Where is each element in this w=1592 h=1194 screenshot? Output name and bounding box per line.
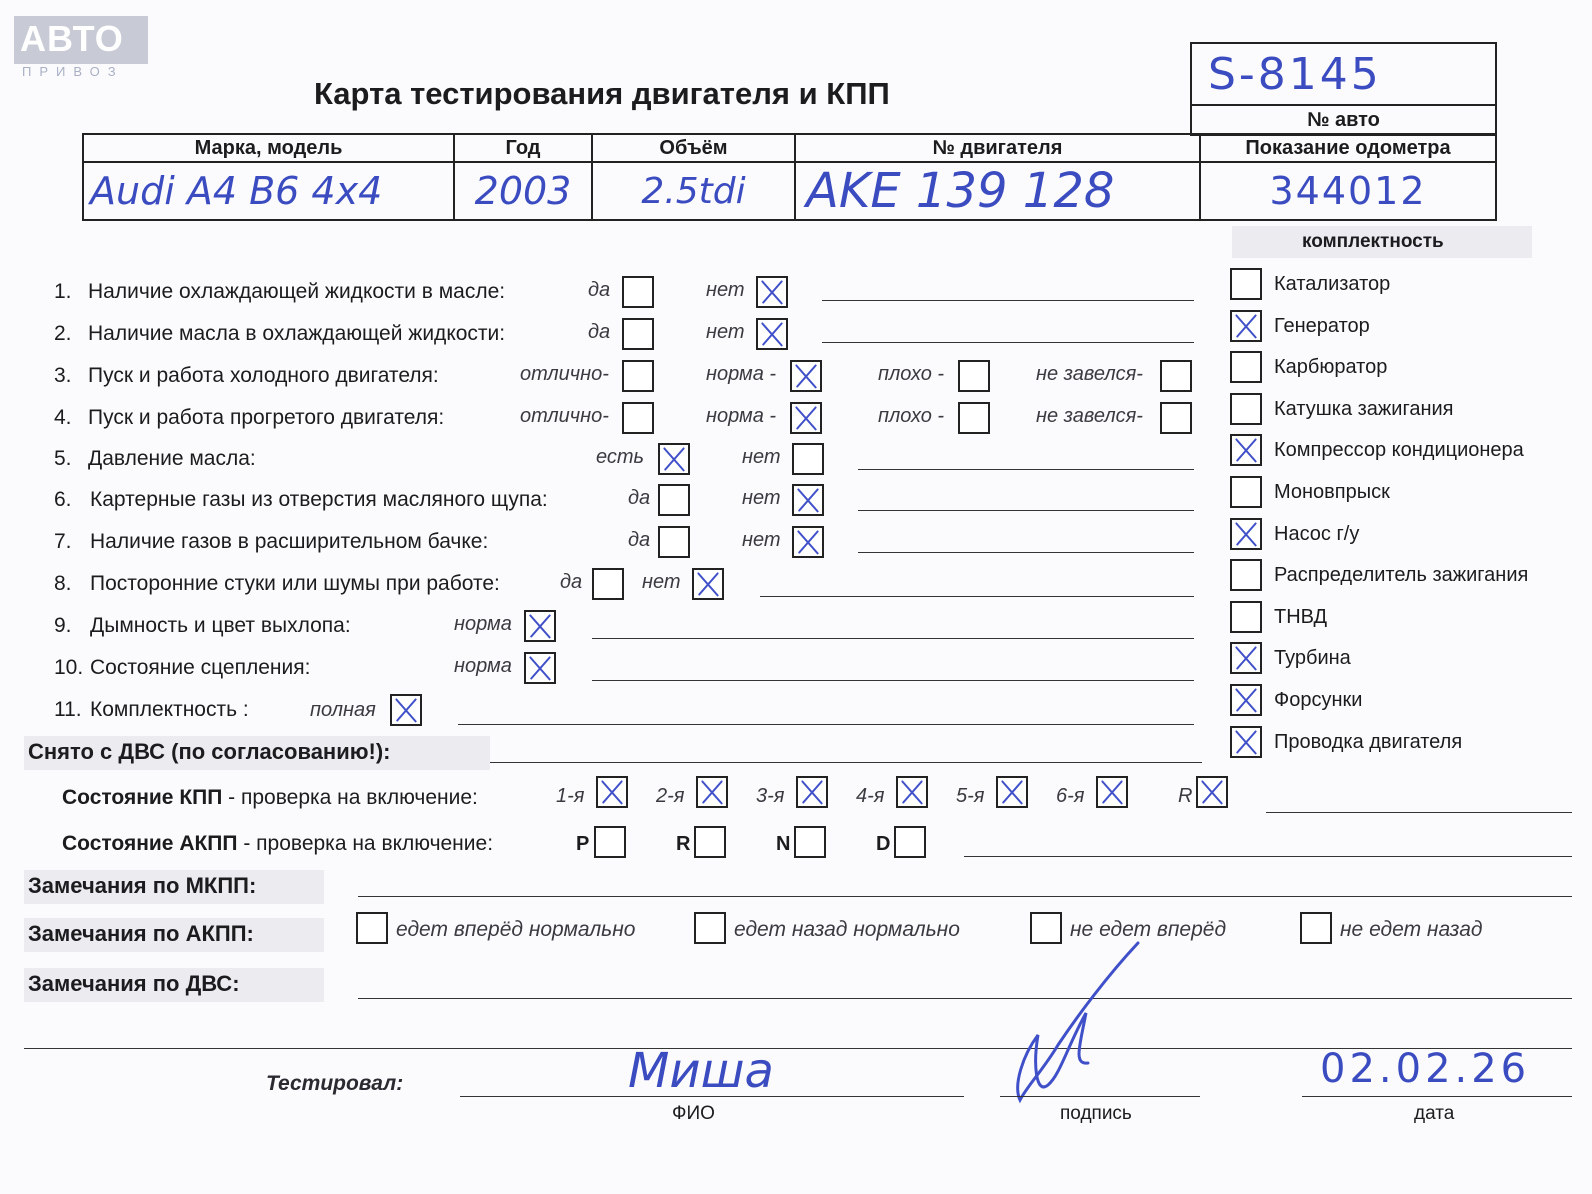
gear-box[interactable] [996, 776, 1028, 808]
check-mark-icon [792, 362, 820, 390]
akpp-remark-box[interactable] [356, 912, 388, 944]
completeness-box[interactable] [1230, 351, 1262, 383]
akpp-remark-label: едет назад нормально [734, 918, 960, 941]
checklist-question: Наличие газов в расширительном бачке: [90, 530, 489, 553]
check-mark-icon [758, 278, 786, 306]
check-mark-icon [1232, 686, 1260, 714]
check-mark-icon [998, 778, 1026, 806]
auto-number-value: S-8145 [1208, 49, 1382, 100]
option-label: нет [706, 321, 745, 343]
option-box[interactable] [390, 694, 422, 726]
option-label: нет [706, 279, 745, 301]
check-mark-icon [1232, 312, 1260, 340]
completeness-label: Моновпрыск [1274, 481, 1390, 503]
akpp-remark-label: не едет вперёд [1070, 918, 1227, 941]
gear-label: R [1178, 785, 1193, 807]
gear-label: 3-я [756, 785, 785, 807]
notes-line[interactable] [760, 596, 1194, 597]
option-label: да [588, 279, 611, 301]
akpp-remark-box[interactable] [1300, 912, 1332, 944]
gear-label: 6-я [1056, 785, 1085, 807]
check-mark-icon [898, 778, 926, 806]
checklist-question: Состояние сцепления: [90, 656, 311, 679]
check-mark-icon [598, 778, 626, 806]
akpp-mode-label: R [676, 833, 691, 855]
volume-label: Объём [659, 136, 728, 159]
completeness-box[interactable] [1230, 434, 1262, 466]
akpp-remark-label: не едет назад [1340, 918, 1483, 941]
check-mark-icon [794, 486, 822, 514]
auto-number-label: № авто [1307, 109, 1380, 131]
option-box[interactable] [1160, 402, 1192, 434]
gear-box[interactable] [896, 776, 928, 808]
option-box[interactable] [524, 652, 556, 684]
akpp-mode-box[interactable] [694, 826, 726, 858]
checklist-question: Наличие охлаждающей жидкости в масле: [88, 280, 506, 303]
completeness-label: Турбина [1274, 647, 1351, 669]
option-box[interactable] [792, 526, 824, 558]
check-mark-icon [1098, 778, 1126, 806]
option-label: не завелся- [1036, 405, 1143, 427]
check-mark-icon [698, 778, 726, 806]
akpp-mode-box[interactable] [894, 826, 926, 858]
check-mark-icon [694, 570, 722, 598]
kpp-label: Состояние КПП - проверка на включение: [62, 786, 478, 809]
notes-line[interactable] [858, 510, 1194, 511]
gear-label: 4-я [856, 785, 885, 807]
completeness-box[interactable] [1230, 601, 1262, 633]
notes-line[interactable] [592, 638, 1194, 639]
akpp-remark-label: едет вперёд нормально [396, 918, 636, 941]
option-box[interactable] [958, 402, 990, 434]
check-mark-icon [392, 696, 420, 724]
year-value: 2003 [474, 169, 572, 213]
option-label: нет [742, 487, 781, 509]
completeness-box[interactable] [1230, 476, 1262, 508]
option-box[interactable] [622, 360, 654, 392]
option-label: плохо - [878, 405, 945, 427]
make-value: Audi A4 B6 4x4 [90, 169, 383, 213]
option-box[interactable] [622, 318, 654, 350]
vehicle-header-table [82, 133, 1497, 221]
option-box[interactable] [592, 568, 624, 600]
option-box[interactable] [756, 318, 788, 350]
checklist-num: 10. [54, 656, 84, 679]
option-box[interactable] [958, 360, 990, 392]
akpp-label: Состояние АКПП - проверка на включение: [62, 832, 494, 855]
option-label: да [628, 487, 651, 509]
akpp-remark-box[interactable] [694, 912, 726, 944]
remarks-mkpp-label: Замечания по МКПП: [28, 873, 257, 898]
completeness-label: Катализатор [1274, 273, 1391, 295]
notes-line[interactable] [858, 469, 1194, 470]
checklist-num: 4. [54, 406, 72, 429]
option-label: да [628, 529, 651, 551]
completeness-title: комплектность [1302, 231, 1444, 252]
completeness-label: Катушка зажигания [1274, 398, 1454, 420]
signature-caption: подпись [1060, 1103, 1132, 1124]
option-label: нет [742, 446, 781, 468]
option-box[interactable] [524, 610, 556, 642]
completeness-label: Проводка двигателя [1274, 731, 1463, 753]
check-mark-icon [794, 528, 822, 556]
checklist-question: Пуск и работа прогретого двигателя: [88, 406, 445, 429]
signature-mark [998, 935, 1148, 1115]
akpp-mode-label: P [576, 833, 590, 855]
checklist-num: 7. [54, 530, 72, 553]
checklist-question: Картерные газы из отверстия масляного щупа: [90, 488, 548, 511]
notes-line[interactable] [822, 300, 1194, 301]
completeness-box[interactable] [1230, 684, 1262, 716]
check-mark-icon [526, 654, 554, 682]
gear-box[interactable] [1196, 776, 1228, 808]
check-mark-icon [792, 404, 820, 432]
option-label: нет [642, 571, 681, 593]
option-box[interactable] [692, 568, 724, 600]
gear-label: 2-я [656, 785, 685, 807]
option-box[interactable] [622, 402, 654, 434]
check-mark-icon [1232, 436, 1260, 464]
option-box[interactable] [790, 402, 822, 434]
volume-value: 2.5tdi [641, 170, 746, 212]
option-box[interactable] [792, 484, 824, 516]
completeness-label: Распределитель зажигания [1274, 564, 1529, 586]
gear-box[interactable] [796, 776, 828, 808]
akpp-mode-label: N [776, 833, 791, 855]
completeness-label: ТНВД [1274, 606, 1328, 628]
odometer-value: 344012 [1269, 169, 1427, 213]
completeness-box[interactable] [1230, 518, 1262, 550]
option-box[interactable] [658, 526, 690, 558]
option-box[interactable] [658, 484, 690, 516]
notes-line[interactable] [458, 724, 1194, 725]
check-mark-icon [526, 612, 554, 640]
option-box[interactable] [658, 443, 690, 475]
remarks-mkpp-line[interactable] [358, 896, 1572, 897]
checklist-question: Дымность и цвет выхлопа: [90, 614, 351, 637]
gear-label: 5-я [956, 785, 985, 807]
page-title: Карта тестирования двигателя и КПП [314, 76, 890, 111]
removed-label: Снято с ДВС (по согласованию!): [28, 739, 391, 764]
date-caption: дата [1414, 1103, 1455, 1124]
checklist-num: 5. [54, 447, 72, 470]
checklist-num: 8. [54, 572, 72, 595]
option-label: плохо - [878, 363, 945, 385]
option-label: отлично- [520, 405, 609, 427]
checklist-num: 2. [54, 322, 72, 345]
remarks-dvs-line[interactable] [358, 998, 1572, 999]
option-label: да [560, 571, 583, 593]
check-mark-icon [660, 445, 688, 473]
checklist-question: Посторонние стуки или шумы при работе: [90, 572, 500, 595]
checklist-num: 11. [54, 698, 82, 721]
notes-line[interactable] [592, 680, 1194, 681]
option-label: нет [742, 529, 781, 551]
akpp-mode-box[interactable] [594, 826, 626, 858]
odometer-label: Показание одометра [1245, 136, 1451, 159]
checklist-num: 3. [54, 364, 72, 387]
completeness-box[interactable] [1230, 393, 1262, 425]
fio-value: Миша [628, 1043, 774, 1099]
checklist-question: Давление масла: [88, 447, 256, 470]
logo-subtext: ПРИВОЗ [22, 64, 124, 79]
checklist-num: 9. [54, 614, 72, 637]
option-label: отлично- [520, 363, 609, 385]
engine-number-label: № двигателя [932, 136, 1063, 159]
check-mark-icon [1232, 644, 1260, 672]
notes-line[interactable] [822, 342, 1194, 343]
akpp-mode-label: D [876, 833, 891, 855]
completeness-label: Форсунки [1274, 689, 1363, 711]
option-label: норма [454, 655, 512, 677]
check-mark-icon [758, 320, 786, 348]
option-label: полная [310, 699, 376, 721]
remarks-akpp-label: Замечания по АКПП: [28, 921, 254, 946]
option-box[interactable] [756, 276, 788, 308]
completeness-label: Карбюратор [1274, 356, 1388, 378]
make-label: Марка, модель [194, 136, 343, 159]
option-label: норма - [706, 405, 777, 427]
option-box[interactable] [1160, 360, 1192, 392]
fio-caption: ФИО [672, 1103, 715, 1124]
option-label: есть [596, 446, 645, 468]
checklist-num: 1. [54, 280, 72, 303]
option-label: не завелся- [1036, 363, 1143, 385]
option-label: норма - [706, 363, 777, 385]
option-label: норма [454, 613, 512, 635]
completeness-label: Генератор [1274, 315, 1370, 337]
completeness-box[interactable] [1230, 268, 1262, 300]
logo-brand: АВТО [20, 18, 124, 59]
removed-line[interactable] [490, 762, 1202, 763]
date-value: 02.02.26 [1320, 1046, 1531, 1092]
checklist-question: Пуск и работа холодного двигателя: [88, 364, 439, 387]
completeness-box[interactable] [1230, 642, 1262, 674]
notes-line[interactable] [858, 552, 1194, 553]
year-label: Год [505, 136, 541, 159]
check-mark-icon [1198, 778, 1226, 806]
completeness-box[interactable] [1230, 726, 1262, 758]
gear-label: 1-я [556, 785, 585, 807]
tested-label: Тестировал: [266, 1072, 404, 1095]
checklist-num: 6. [54, 488, 72, 511]
checklist-question: Наличие масла в охлаждающей жидкости: [88, 322, 506, 345]
option-box[interactable] [792, 443, 824, 475]
option-label: да [588, 321, 611, 343]
completeness-label: Компрессор кондиционера [1274, 439, 1524, 461]
option-box[interactable] [790, 360, 822, 392]
engine-number-value: AKE 139 128 [806, 163, 1115, 219]
checklist-question: Комплектность : [90, 698, 249, 721]
completeness-box[interactable] [1230, 559, 1262, 591]
akpp-mode-box[interactable] [794, 826, 826, 858]
completeness-box[interactable] [1230, 310, 1262, 342]
gear-box[interactable] [1096, 776, 1128, 808]
check-mark-icon [1232, 728, 1260, 756]
check-mark-icon [798, 778, 826, 806]
gear-box[interactable] [596, 776, 628, 808]
remarks-dvs-label: Замечания по ДВС: [28, 971, 240, 996]
check-mark-icon [1232, 520, 1260, 548]
auto-number-box [1190, 42, 1497, 136]
avto-privoz-logo [14, 16, 148, 79]
gear-box[interactable] [696, 776, 728, 808]
completeness-label: Насос г/у [1274, 523, 1360, 545]
option-box[interactable] [622, 276, 654, 308]
